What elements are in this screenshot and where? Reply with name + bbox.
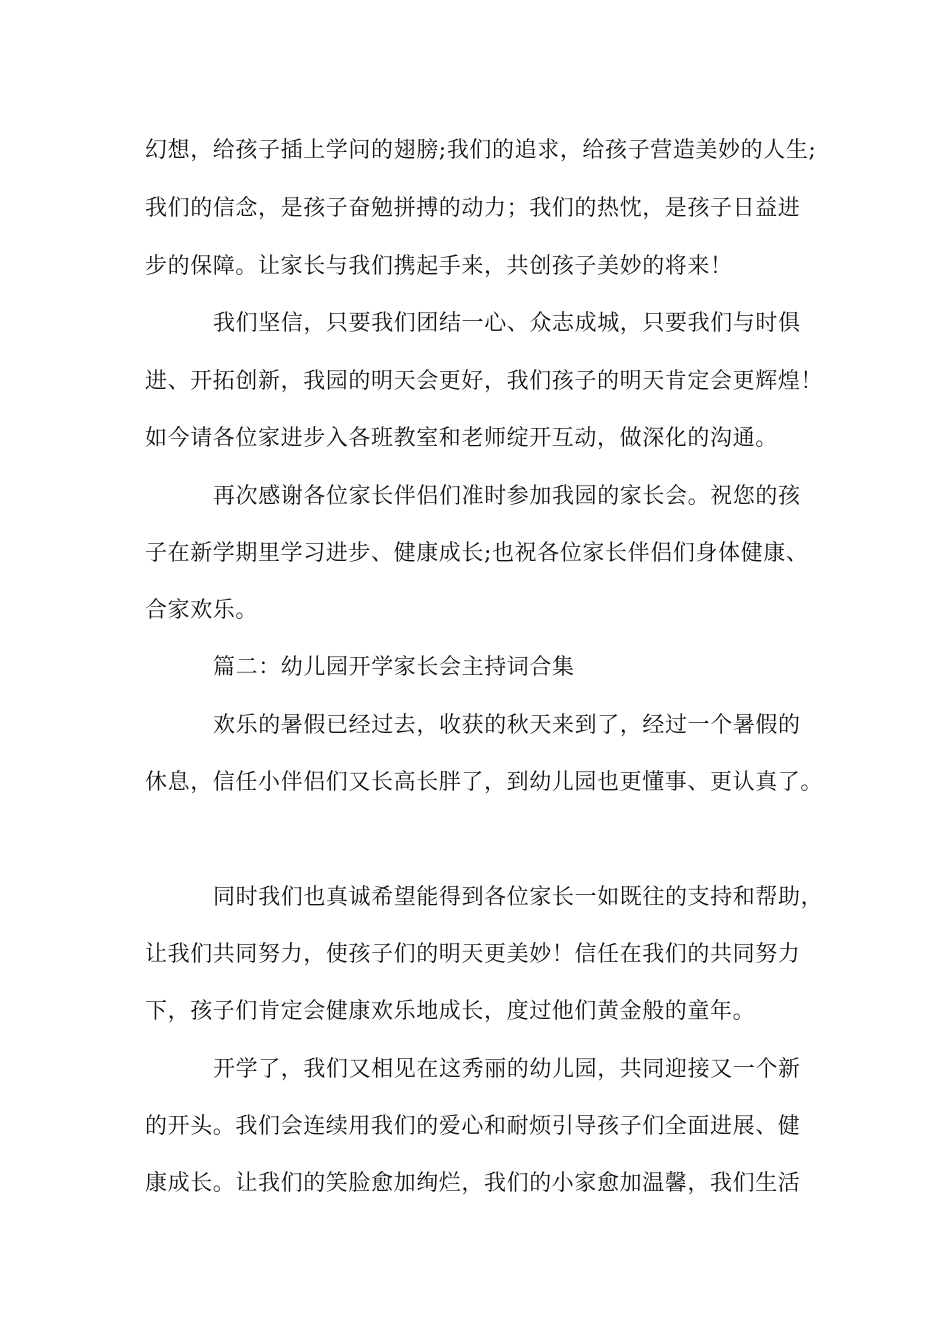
paragraph-line: 下，孩子们肯定会健康欢乐地成长，度过他们黄金般的童年。 (145, 999, 756, 1024)
paragraph-line: 合家欢乐。 (145, 598, 259, 623)
paragraph-line: 进、开拓创新，我园的明天会更好，我们孩子的明天肯定会更辉煌！ (145, 369, 824, 394)
paragraph-line: 如今请各位家进步入各班教室和老师绽开互动，做深化的沟通。 (145, 426, 778, 451)
paragraph-line: 步的保障。让家长与我们携起手来，共创孩子美妙的将来！ (145, 254, 733, 279)
paragraph-line: 同时我们也真诚希望能得到各位家长一如既往的支持和帮助， (213, 885, 824, 910)
paragraph-line: 的开头。我们会连续用我们的爱心和耐烦引导孩子们全面进展、健 (145, 1114, 801, 1139)
paragraph-line: 欢乐的暑假已经过去，收获的秋天来到了，经过一个暑假的 (213, 713, 801, 738)
paragraph-line: 幻想，给孩子插上学问的翅膀;我们的追求，给孩子营造美妙的人生; (145, 138, 817, 163)
paragraph-line: 开学了，我们又相见在这秀丽的幼儿园，共同迎接又一个新 (213, 1057, 801, 1082)
paragraph-line: 让我们共同努力，使孩子们的明天更美妙！信任在我们的共同努力 (145, 942, 801, 967)
paragraph-line: 康成长。让我们的笑脸愈加绚烂，我们的小家愈加温馨，我们生活 (145, 1171, 801, 1196)
paragraph-line: 子在新学期里学习进步、健康成长;也祝各位家长伴侣们身体健康、 (145, 541, 809, 566)
paragraph-line: 我们坚信，只要我们团结一心、众志成城，只要我们与时俱 (213, 311, 801, 336)
paragraph-line: 我们的信念，是孩子奋勉拼搏的动力；我们的热忱，是孩子日益进 (145, 196, 801, 221)
paragraph-line: 休息，信任小伴侣们又长高长胖了，到幼儿园也更懂事、更认真了。 (145, 770, 824, 795)
section-heading: 篇二：幼儿园开学家长会主持词合集 (213, 655, 575, 680)
paragraph-line: 再次感谢各位家长伴侣们准时参加我园的家长会。祝您的孩 (213, 484, 801, 509)
